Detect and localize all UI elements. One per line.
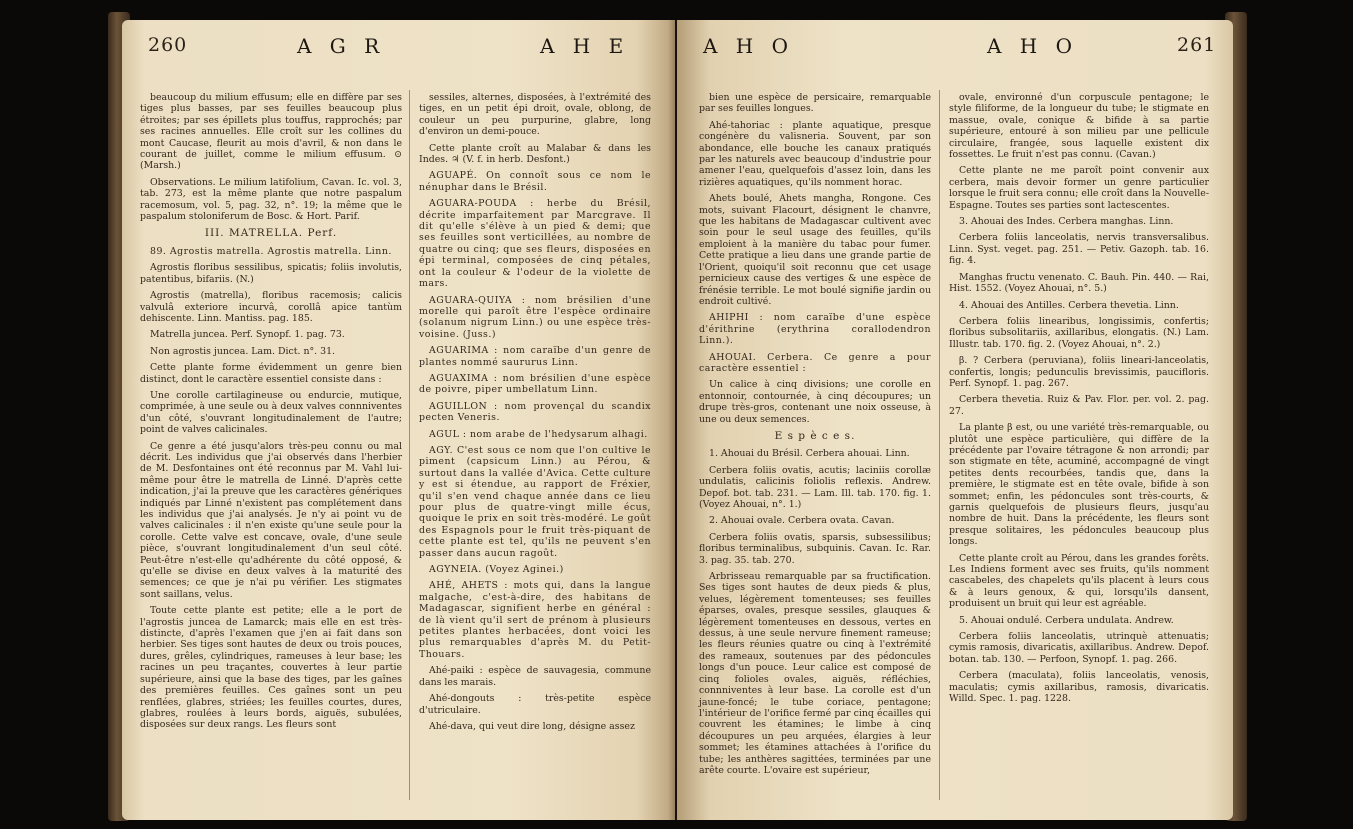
paragraph: Observations. Le milium latifolium, Cavan. Ic. vol. 3, tab. 273, est la même plante que notre paspalum racemosum, vol. 5, pag. 32, n°. 19; la même que le paspalum stoloniferum de Bosc. & Hort. Parif.	[140, 176, 402, 223]
paragraph: Une corolle cartilagineuse ou endurcie, mutique, comprimée, à une seule ou à deux valves connniventes d'un côté, s'ouvrant longitudinalement de l'autre; point de valves calicinales.	[140, 389, 402, 436]
column-divider	[939, 90, 940, 800]
right-running-head-right: A H O	[987, 34, 1078, 58]
entry: AHOUAI. Cerbera. Ce genre a pour caractère essentiel :	[699, 351, 931, 374]
entry: AGY. C'est sous ce nom que l'on cultive le piment (capsicum Linn.) au Pérou, & surtout dans la vallée d'Avica. Cette culture y est si étendue, au rapport de Fréxier, qu'il s'en vend chaque année dans ce lieu pour plus de quatre-vingt mille écus, quoique le prix en soit très-modéré. Le goût des Espagnols pour le fruit très-piquant de cette plante est tel, qu'ils ne peuvent s'en passer dans aucun ragoût.	[419, 444, 651, 559]
entry: AGUILLON : nom provençal du scandix pecten Veneris.	[419, 400, 651, 424]
paragraph: Agrostis (matrella), floribus racemosis; calicis valvulâ exteriore incurvâ, corollâ apice tantùm dehiscente. Linn. Mantiss. pag. 185.	[140, 290, 402, 324]
paragraph: 3. Ahouai des Indes. Cerbera manghas. Linn.	[959, 216, 1174, 228]
paragraph: 89. Agrostis matrella. Agrostis matrella. Linn.	[150, 245, 392, 257]
left-page-number: 260	[148, 34, 188, 56]
paragraph: Ahets boulé, Ahets mangha, Rongone. Ces mots, suivant Flacourt, désignent le chanvre, que les habitans de Madagascar cultivent avec soin pour le seul usage des feuilles, qu'ils emploient à la manière du tabac pour fumer. Cette pratique a lieu dans une grande partie de l'Orient, quoiqu'il soit reconnu que cet usage pernicieux cause des vertiges & une espèce de frénésie terrible. Le mot boulé signifie jardin ou endroit cultivé.	[699, 193, 931, 307]
paragraph: 2. Ahouai ovale. Cerbera ovata. Cavan.	[709, 515, 895, 527]
paragraph: 1. Ahouai du Brésil. Cerbera ahouai. Linn.	[709, 448, 910, 460]
entry: AHIPHI : nom caraïbe d'une espèce d'érithrine (erythrina corallodendron Linn.).	[699, 312, 931, 347]
paragraph: Cette plante forme évidemment un genre bien distinct, dont le caractère essentiel consiste dans :	[140, 362, 402, 385]
right-page	[677, 20, 1233, 820]
paragraph: Non agrostis juncea. Lam. Dict. n°. 31.	[150, 345, 336, 357]
entry: AGUARA-POUDA : herbe du Brésil, décrite imparfaitement par Marcgrave. Il dit qu'elle s'élève à un pied & demi; que ses feuilles sont verticillées, au nombre de quatre ou cinq; que ses fleurs, disposées en épi terminal, composées de cinq pétales, ont la couleur & l'odeur de la violette de mars.	[419, 198, 651, 290]
paragraph: Toute cette plante est petite; elle a le port de l'agrostis juncea de Lamarck; mais elle en est très-distincte, d'après l'examen que j'en ai fait dans son herbier. Ses tiges sont hautes de deux ou trois pouces, dures, grêles, cylindriques, rameuses à leur base; les racines un peu traçantes, couvertes à leur partie supérieure, ainsi que la base des tiges, par les gaînes des premières feuilles. Ces gaînes sont un peu renflées, glabres, striées; les feuilles courtes, dures, glabres, roulées à leurs bords, aiguës, subulées, disposées sur deux rangs. Les fleurs sont	[140, 605, 402, 731]
paragraph: beaucoup du milium effusum; elle en diffère par ses tiges plus basses, par ses feuilles beaucoup plus étroites; par ses épillets plus touffus, rapprochés; par ses racines annuelles. Elle croît sur les collines du mont Caucase, fleurit au mois d'avril, & non dans le courant de juillet, comme le milium effusum. ⊙ (Marsh.)	[140, 92, 402, 172]
paragraph: Matrella juncea. Perf. Synopf. 1. pag. 73.	[150, 329, 345, 341]
left-running-head-left: A G R	[297, 34, 386, 58]
paragraph: β. ? Cerbera (peruviana), foliis lineari-lanceolatis, confertis, longis; pedunculis brevissimis, paucifloris. Perf. Synopf. 1. pag. 267.	[949, 355, 1209, 389]
paragraph: ovale, environné d'un corpuscule pentagone; le style filiforme, de la longueur du tube; le stigmate en massue, ovale, conique & bifide à sa partie supérieure, entouré à son milieu par une pellicule circulaire, frangée, sous laquelle existent dix fossettes. Le fruit n'est pas connu. (Cavan.)	[949, 92, 1209, 161]
paragraph: Cette plante croît au Malabar & dans les Indes. ♃ (V. f. in herb. Desfont.)	[419, 142, 651, 166]
entry: AGUL : nom arabe de l'hedysarum alhagi.	[429, 428, 648, 440]
left-page-column-2	[419, 92, 651, 737]
paragraph: Cette plante croît au Pérou, dans les grandes forêts. Les Indiens forment avec ses fruits, qu'ils nomment cascabeles, des chapelets qu'ils placent à leurs cous & à leurs genoux, & qui, lorsqu'ils dansent, produisent un bruit qui leur est agréable.	[949, 552, 1209, 610]
entry: AGUAPÉ. On connoît sous ce nom le nénuphar dans le Brésil.	[419, 170, 651, 193]
left-page-column-1	[140, 92, 402, 736]
paragraph: Manghas fructu venenato. C. Bauh. Pin. 440. — Rai, Hist. 1552. (Voyez Ahouai, n°. 5.)	[949, 271, 1209, 295]
paragraph: Agrostis floribus sessilibus, spicatis; foliis involutis, patentibus, bifariis. (N.)	[140, 262, 402, 285]
paragraph: Un calice à cinq divisions; une corolle en entonnoir, contournée, à cinq découpures; un drupe très-gros, contenant une noix osseuse, à une ou deux semences.	[699, 379, 931, 425]
paragraph: La plante β est, ou une variété très-remarquable, ou plutôt une espèce particulière, qui diffère de la précédente par l'ovaire tétragone & non arrondi; par son stigmate en tête, acuminé, accompagné de vingt petites dents recourbées, tandis que, dans la première, le stigmate est en tête ovale, bifide à son sommet; enfin, les pédoncules sont très-courts, & garnis quelquefois de plusieurs fleurs, jusqu'au nombre de huit. Dans la précédente, les fleurs sont presque solitaires, les pédoncules beaucoup plus longs.	[949, 422, 1209, 548]
entry: Ahé-dava, qui veut dire long, désigne assez	[429, 720, 635, 732]
entry: AGUAXIMA : nom brésilien d'une espèce de poivre, piper umbellatum Linn.	[419, 372, 651, 396]
paragraph: Cette plante ne me paroît point convenir aux cerbera, mais devoir former un genre particulier lorsque le fruit sera connu; elle croît dans la Nouvelle-Espagne. Toutes ses parties sont lactescentes.	[949, 165, 1209, 211]
left-running-head-right: A H E	[540, 34, 630, 58]
paragraph: sessiles, alternes, disposées, à l'extrémité des tiges, en un petit épi droit, ovale, oblong, de couleur un peu purpurine, glabre, long d'environ un demi-pouce.	[419, 92, 651, 138]
entry: AHÉ, AHETS : mots qui, dans la langue malgache, c'est-à-dire, des habitans de Madagascar, signifient herbe en général : de là vient qu'il sert de prénom à plusieurs petites plantes herbacées, dont voici les plus remarquables d'après M. du Petit-Thouars.	[419, 580, 651, 660]
entry: AGYNEIA. (Voyez Aginei.)	[429, 564, 564, 576]
paragraph: Cerbera foliis ovatis, sparsis, subsessilibus; floribus terminalibus, subquinis. Cavan. Ic. Rar. 3. pag. 35. tab. 270.	[699, 531, 931, 566]
right-page-column-1	[699, 92, 931, 781]
paragraph: Cerbera foliis lanceolatis, utrinquè attenuatis; cymis ramosis, divaricatis, axillaribus. Andrew. Depof. botan. tab. 130. — Perfoon, Synopf. 1. pag. 266.	[949, 631, 1209, 665]
paragraph: Cerbera foliis linearibus, longissimis, confertis; floribus subsolitariis, axillaribus, elongatis. (N.) Lam. Illustr. tab. 170. fig. 2. (Voyez Ahouai, n°. 2.)	[949, 315, 1209, 350]
right-page-column-2	[949, 92, 1209, 710]
paragraph: Cerbera thevetia. Ruiz & Pav. Flor. per. vol. 2. pag. 27.	[949, 394, 1209, 417]
paragraph: bien une espèce de persicaire, remarquable par ses feuilles longues.	[699, 92, 931, 115]
entry: Ahé-paiki : espèce de sauvagesia, commune dans les marais.	[419, 665, 651, 688]
paragraph: 4. Ahouai des Antilles. Cerbera thevetia. Linn.	[959, 299, 1179, 311]
right-page-number: 261	[1177, 34, 1217, 56]
paragraph: Arbrisseau remarquable par sa fructification. Ses tiges sont hautes de deux pieds & plus, velues, légèrement tomenteuses; ses feuilles éparses, ovales, presque sessiles, glauques & légèrement tomenteuses en dessous, vertes en dessus, à une seule nervure finement rameuse; les fleurs réunies quatre ou cinq à l'extrémité des rameaux, soutenues par des pédoncules longs d'un pouce. Leur calice est composé de cinq folioles ovales, aiguës, réfléchies, connniventes à leur base. La corolle est d'un jaune-foncé; le tube coriace, pentagone; l'intérieur de l'orifice fermé par cinq écailles qui couvrent les étamines; le limbe à cinq découpures un peu arquées, élargies à leur sommet; les étamines attachées à l'orifice du tube; les anthères sagittées, terminées par une arête courte. L'ovaire est supérieur,	[699, 571, 931, 776]
entry: Ahé-dongouts : très-petite espèce d'utriculaire.	[419, 693, 651, 716]
entry: AGUARA-QUIYA : nom brésilien d'une morelle qui paroît être l'espèce ordinaire (solanum nigrum Linn.) ou une espèce très-voisine. (Juss.)	[419, 294, 651, 340]
paragraph: Cerbera (maculata), foliis lanceolatis, venosis, maculatis; cymis axillaribus, ramosis, divaricatis. Willd. Spec. 1. pag. 1228.	[949, 670, 1209, 705]
paragraph: Cerbera foliis ovatis, acutis; laciniis corollæ undulatis, calicinis foliolis reflexis. Andrew. Depof. bot. tab. 231. — Lam. Ill. tab. 170. fig. 1. (Voyez Ahouai, n°. 1.)	[699, 464, 931, 510]
section-heading: III. MATRELLA. Perf.	[204, 227, 338, 240]
paragraph: Ahé-tahoriac : plante aquatique, presque congénère du valisneria. Souvent, par son abondance, elle bouche les canaux pratiqués par les naturels avec beaucoup d'industrie pour amener l'eau, quelquefois d'assez loin, dans les rizières aquatiques, qu'ils nomment horac.	[699, 119, 931, 188]
right-running-head-left: A H O	[703, 34, 794, 58]
column-divider	[409, 90, 410, 800]
paragraph: 5. Ahouai ondulé. Cerbera undulata. Andrew.	[959, 614, 1174, 626]
section-heading: E s p è c e s.	[774, 429, 856, 442]
paragraph: Cerbera foliis lanceolatis, nervis transversalibus. Linn. Syst. veget. pag. 251. — Petiv. Gazoph. tab. 16. fig. 4.	[949, 232, 1209, 267]
paragraph: Ce genre a été jusqu'alors très-peu connu ou mal décrit. Les individus que j'ai observés dans l'herbier de M. Desfontaines ont été reconnus par M. Vahl lui-même pour être le matrella de Linné. D'après cette indication, j'ai la preuve que les caractères génériques indiqués par Linné n'existent pas complétement dans les individus que j'ai analysés. Je n'y ai point vu de valves calicinales : il n'en existe qu'une seule pour la corolle. Cette valve est concave, ovale, d'une seule pièce, s'ouvrant longitudinalement d'un seul côté. Peut-être n'est-elle qu'adhérente du côté opposé, & qu'elle se divise en deux valves à la maturité des semences; ce que je n'ai pu vérifier. Les stigmates sont saillans, velus.	[140, 440, 402, 600]
entry: AGUARIMA : nom caraïbe d'un genre de plantes nommé saururus Linn.	[419, 345, 651, 368]
left-page	[122, 20, 675, 820]
